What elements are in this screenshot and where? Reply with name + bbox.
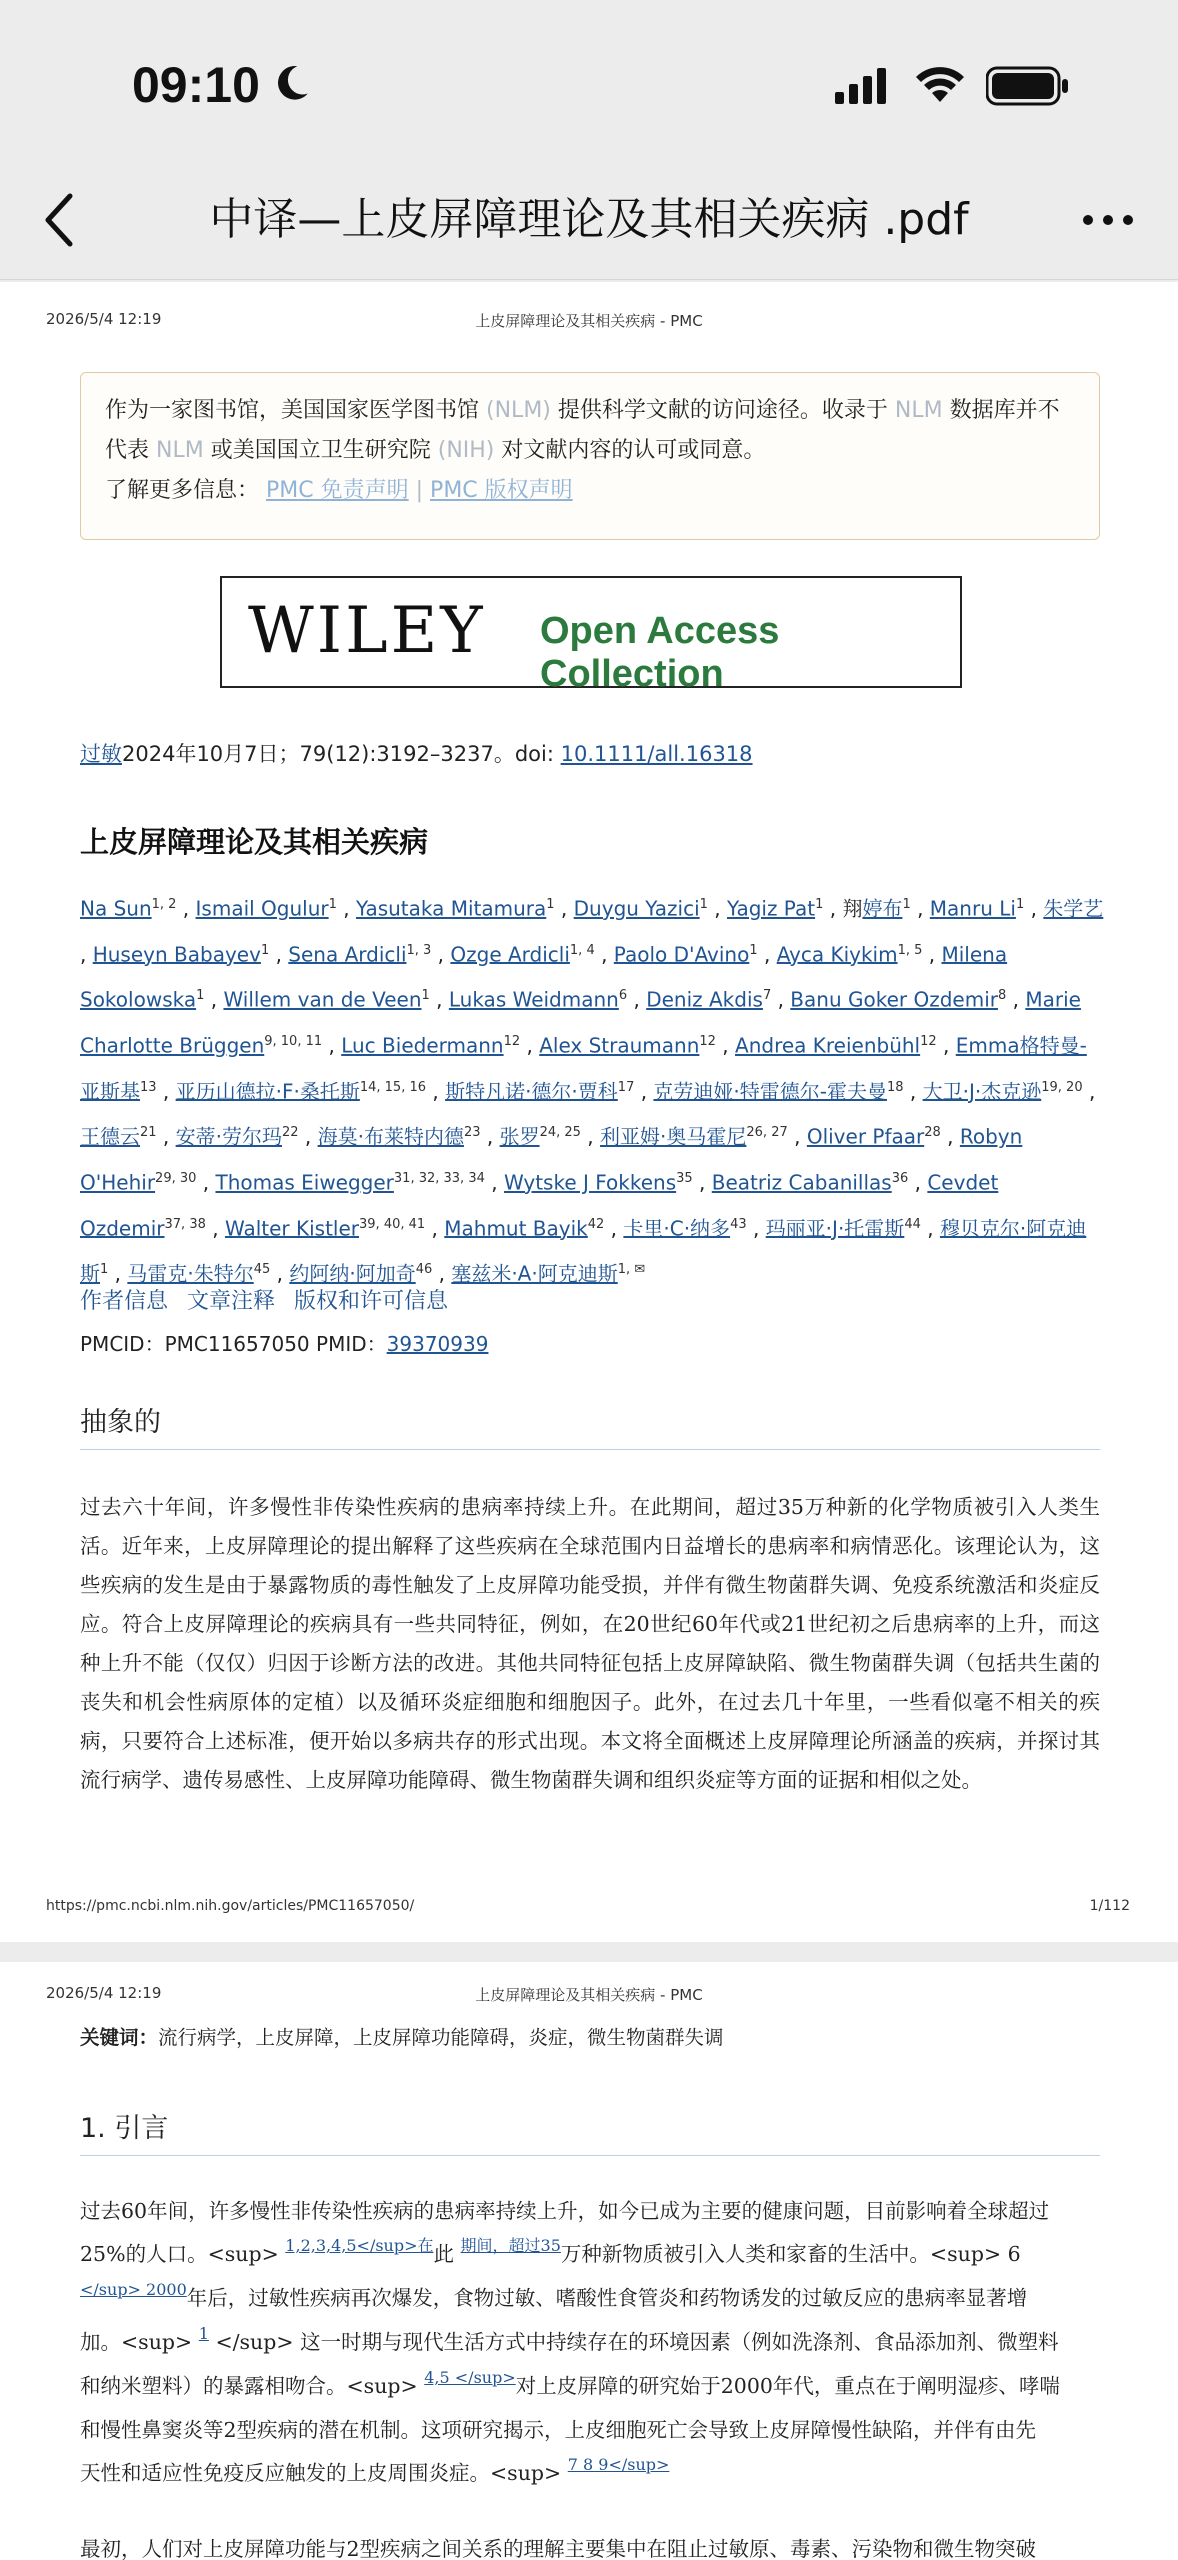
author-affiliation: 1 [902,897,911,912]
author-link[interactable]: Yasutaka Mitamura [355,896,547,921]
author-affiliation: 13 [140,1079,157,1095]
author-link[interactable]: Oliver Pfaar [806,1124,925,1149]
more-options-icon[interactable] [1078,198,1138,242]
author-link[interactable]: Ozge Ardicli [450,942,570,967]
intro-text: 25%的人口。<sup> [80,2242,279,2266]
wiley-open-access-logo [220,576,962,695]
pdf-page-1 [0,282,1178,1942]
logo-wordmark: WILEY [248,594,486,668]
author-affiliation: 31, 32, 33, 34 [393,1170,485,1186]
author-link[interactable]: 亚历山德拉·F·桑托斯 [175,1079,360,1104]
author-link[interactable]: Beatriz Cabanillas [711,1170,892,1195]
nav-bar [0,170,1178,280]
author-link[interactable]: Manru Li [929,896,1016,921]
pmcid-label: PMCID：PMC11657050 PMID： [80,1332,387,1356]
author-link[interactable]: Na Sun [80,896,152,921]
author-link[interactable]: Yagiz Pat [726,896,816,921]
notice-separator: | [415,478,424,503]
author-affiliation: 24, 25 [539,1125,581,1141]
notice-text: 提供科学文献的访问途径。收录于 [557,398,888,423]
author-affiliation: 29, 30 [155,1170,197,1186]
author-link[interactable]: Alex Straumann [539,1033,700,1058]
article-notes-link[interactable]: 文章注释 [187,1289,276,1314]
pmcid-line [80,1328,488,1357]
reference-link[interactable]: 1 [198,2324,209,2343]
introduction-heading: 1. 引言 [80,2106,1100,2156]
author-link[interactable]: 卡里·C·纳多 [623,1216,731,1241]
author-link[interactable]: 塞兹米·A·阿克迪斯 [451,1261,618,1286]
notice-text: 数据库并不代表 [105,398,1060,463]
page-header-date: 2026/5/4 12:19 [46,1984,162,2002]
pmc-copyright-link[interactable]: PMC 版权声明 [430,478,573,503]
author-affiliation: 1, 4 [569,942,595,958]
citation-line [80,738,753,768]
intro-text: 此 [433,2242,455,2266]
notice-text: 作为一家图书馆，美国国家医学图书馆 [105,398,480,423]
nlm-notice-box [80,372,1100,540]
author-link[interactable]: Milena Sokolowska [80,942,1008,1012]
notice-nlm: NLM [894,398,943,423]
author-link[interactable]: 王德云 [80,1124,140,1149]
intro-line [80,2365,1100,2409]
notice-text: 或美国国立卫生研究院 [210,438,431,463]
author-affiliation: 26, 27 [746,1125,788,1141]
author-link[interactable]: Huseyn Babayev [92,942,261,967]
battery-icon [986,66,1070,106]
intro-text: 年后，过敏性疾病再次爆发，食物过敏、嗜酸性食管炎和药物诱发的过敏反应的患病率显著增 [186,2286,1028,2310]
wifi-icon [912,62,968,106]
keywords-line [80,2022,724,2050]
author-info-link[interactable]: 作者信息 [80,1289,169,1314]
back-chevron-icon[interactable] [40,190,80,250]
author-link[interactable]: Ayca Kiykim [776,942,898,967]
author-affiliation: 1, 2 [151,897,177,912]
author-link[interactable]: 朱学艺 [1043,896,1104,921]
intro-text: </sup> 这一时期与现代生活方式中持续存在的环境因素（例如洗涤剂、食品添加剂、微塑料 [215,2330,1059,2354]
status-bar [0,0,1178,170]
author-link[interactable]: Robyn O'Hehir [80,1124,1023,1195]
author-link[interactable]: 克劳迪娅·特雷德尔-霍夫曼 [653,1079,887,1104]
author-affiliation: 18 [887,1079,904,1095]
author-affiliation: 37, 38 [164,1216,206,1232]
author-affiliation: 1 [749,942,758,958]
author-link[interactable]: Sena Ardicli [288,942,407,967]
author-affiliation: 12 [699,1033,716,1049]
author-affiliation: 39, 40, 41 [359,1216,426,1232]
intro-text: 天性和适应性免疫反应触发的上皮周围炎症。<sup> [80,2461,562,2485]
author-list: Na Sun$^{1, 2}$ , Ismail Ogulur$^1$ , Yasutaka Mitamura$^1$ , Duygu Yazici$^1$ , Yagiz Pat$^1$ , 翔婷布$^1$ , Manru Li$^1$ , 朱学艺 , Huseyn Babayev$^1$ , Sena Ardicli$^{1, 3}$ , Ozge Ardicli$^{1, 4}$ , Paolo D'Avino$^1$ , Ayca Kiykim$^{1, 5}$ , Milena Sokolowska$^1$ , Willem van de Veen$^1$ , Lukas Weidmann$^6$ , Deniz Akdis$^7$ , Banu Goker Ozdemir$^8$ , Marie Charlotte Brüggen$^{9, 10, 11}$ , Luc Biedermann$^{12}$ , Alex Straumann$^{12}$ , Andrea Kreienbühl$^{12}$ , Emma格特曼-亚斯基$^{13}$ , 亚历山德拉·F·桑托斯$^{14, 15, 16}$ , 斯特凡诺·德尔·贾科$^{17}$ , 克劳迪娅·特雷德尔-霍夫曼$^{18}$ , 大卫·J·杰克逊$^{19, 20}$ , 王德云$^{21}$ , 安蒂·劳尔玛$^{22}$ , 海莫·布莱特内德$^{23}$ , 张罗$^{24, 25}$ , 利亚姆·奥马霍尼$^{26, 27}$ , Oliver Pfaar$^{28}$ , Robyn O'Hehir$^{29, 30}$ , Thomas Eiwegger$^{31, 32, 33, 34}$ , Wytske J Fokkens$^{35}$ , Beatriz Cabanillas$^{36}$ , Cevdet Ozdemir$^{37, 38}$ , Walter Kistler$^{39, 40, 41}$ , Mahmut Bayik$^{42}$ , 卡里·C·纳多$^{43}$ , 玛丽亚·J·托雷斯$^{44}$ , 穆贝克尔·阿克迪斯$^1$ , 马雷克·朱特尔$^{45}$ , 约阿纳·阿加奇$^{46}$ , 塞兹米·A·阿克迪斯$^{1, ✉}$ [80,896,1104,1286]
author-link[interactable]: 利亚姆·奥马霍尼 [600,1124,747,1149]
do-not-disturb-icon [270,62,312,104]
author-link[interactable]: 约阿纳·阿加奇 [289,1261,416,1286]
logo-tagline: Open Access Collection [540,610,780,695]
journal-link[interactable]: 过敏 [80,742,122,766]
author-affiliation: 22 [281,1125,299,1141]
article-info-links [80,1284,460,1315]
author-affiliation: 6 [618,988,628,1004]
author-affiliation: 1 [1015,897,1025,912]
introduction-paragraph-2: 最初，人们对上皮屏障功能与2型疾病之间关系的理解主要集中在阻止过敏原、毒素、污染物和微生物突破 [80,2537,1037,2560]
pmc-disclaimer-link[interactable]: PMC 免责声明 [266,478,409,503]
author-affiliation: 45 [253,1262,271,1278]
author-link[interactable]: Marie Charlotte Brüggen [80,987,1081,1058]
status-time: 09:10 [132,57,260,113]
author-affiliation: 1 [328,897,337,912]
intro-line [80,2277,1100,2321]
abstract-heading: 抽象的 [80,1400,1100,1450]
page-footer-number: 1/112 [1089,1898,1130,1914]
keywords-text: 流行病学，上皮屏障，上皮屏障功能障碍，炎症，微生物菌群失调 [158,2026,724,2049]
abstract-text: 过去六十年间，许多慢性非传染性疾病的患病率持续上升。在此期间，超过35万种新的化学物质被引入人类生活。近年来，上皮屏障理论的提出解释了这些疾病在全球范围内日益增长的患病率和病情恶化。该理论认为，这些疾病的发生是由于暴露物质的毒性触发了上皮屏障功能受损，并伴有微生物菌群失调、免疫系统激活和炎症反应。符合上皮屏障理论的疾病具有一些共同特征，例如，在20世纪60年代或21世纪初之后患病率的上升，而这种上升不能（仅仅）归因于诊断方法的改进。其他共同特征包括上皮屏障缺陷、微生物菌群失调（包括共生菌的丧失和机会性病原体的定植）以及循环炎症细胞和细胞因子。此外，在过去几十年里，一些看似毫不相关的疾病，只要符合上述标准，便开始以多病共存的形式出现。本文将全面概述上皮屏障理论所涵盖的疾病，并探讨其流行病学、遗传易感性、上皮屏障功能障碍、微生物菌群失调和组织炎症等方面的证据和相似之处。 [80,1495,1100,1792]
notice-nih: (NIH) [437,438,495,463]
author-link[interactable]: Luc Biedermann [341,1033,504,1058]
pdf-page-2 [0,1962,1178,2560]
author-link[interactable]: Andrea Kreienbühl [735,1033,921,1058]
author-affiliation: 7 [762,988,772,1004]
intro-text: 加。<sup> [80,2330,193,2354]
author-link[interactable]: Paolo D'Avino [613,942,750,967]
intro-text: 和纳米塑料）的暴露相吻合。<sup> [80,2374,418,2398]
author-affiliation: 12 [920,1033,937,1049]
document-title: 中译—上皮屏障理论及其相关疾病 .pdf [209,194,969,245]
notice-nlm: NLM [156,438,204,463]
author-affiliation: 1, ✉ [617,1262,646,1278]
author-link: 翔 [842,896,863,921]
reference-link[interactable]: 4,5 </sup> [424,2368,516,2387]
author-link[interactable]: 张罗 [499,1124,540,1149]
author-link[interactable]: Ismail Ogulur [195,896,329,921]
notice-more-label: 了解更多信息： [105,478,260,503]
author-link[interactable]: Walter Kistler [224,1216,360,1241]
author-affiliation: 1 [196,988,205,1004]
author-affiliation: 1, 5 [897,942,923,958]
author-link[interactable]: 穆贝克尔·阿克迪斯 [80,1216,1087,1286]
author-link[interactable]: 婷布 [862,896,903,921]
cellular-signal-icon [835,66,895,106]
introduction-paragraph [80,2190,1100,2496]
author-link[interactable]: 安蒂·劳尔玛 [175,1124,282,1149]
intro-text: 万种新物质被引入人类和家畜的生活中。<sup> 6 [560,2242,1021,2266]
author-affiliation: 8 [997,988,1007,1004]
author-link[interactable]: Cevdet Ozdemir [80,1170,999,1241]
notice-text: 对文献内容的认可或同意。 [501,438,766,463]
author-link[interactable]: Banu Goker Ozdemir [790,987,998,1012]
author-affiliation: 14, 15, 16 [359,1079,426,1095]
author-link[interactable]: Duygu Yazici [573,896,700,921]
author-link[interactable]: Willem van de Veen [223,987,422,1012]
author-affiliation: 1 [260,942,270,958]
author-affiliation: 36 [891,1170,909,1186]
intro-line: 过去60年间，许多慢性非传染性疾病的患病率持续上升，如今已成为主要的健康问题，目前影响着全球超过 [80,2199,1050,2223]
author-affiliation: 1 [421,988,430,1004]
author-affiliation: 19, 20 [1041,1079,1083,1095]
author-link[interactable]: Emma格特曼-亚斯基 [80,1033,1087,1104]
reference-link[interactable]: 期间，超过35 [460,2236,561,2255]
article-title: 上皮屏障理论及其相关疾病 [80,825,429,859]
author-link[interactable]: Wytske J Fokkens [503,1170,677,1195]
author-link[interactable]: 马雷克·朱特尔 [127,1261,254,1286]
author-link[interactable]: 玛丽亚·J·托雷斯 [765,1216,905,1241]
author-affiliation: 1 [100,1262,109,1278]
author-affiliation: 46 [415,1262,433,1278]
intro-line [80,2452,1100,2496]
author-affiliation: 1 [546,897,555,912]
author-link[interactable]: Thomas Eiwegger [215,1170,394,1195]
author-link[interactable]: Lukas Weidmann [448,987,619,1012]
author-affiliation: 28 [924,1125,941,1141]
reference-link[interactable]: 7 8 9</sup> [567,2455,670,2474]
author-link[interactable]: Mahmut Bayik [444,1216,588,1241]
author-affiliation: 44 [904,1216,921,1232]
author-affiliation: 1 [815,897,824,912]
page-header-title: 上皮屏障理论及其相关疾病 - PMC [475,1986,703,2004]
author-affiliation: 9, 10, 11 [264,1033,323,1049]
intro-text: 对上皮屏障的研究始于2000年代，重点在于阐明湿疹、哮喘 [515,2374,1060,2398]
reference-link[interactable]: </sup> 2000 [80,2280,187,2299]
author-affiliation: 35 [676,1170,693,1186]
author-affiliation: 23 [463,1125,481,1141]
author-link[interactable]: 大卫·J·杰克逊 [922,1079,1042,1104]
author-link[interactable]: Deniz Akdis [646,987,763,1012]
intro-line [80,2233,1100,2277]
keywords-label: 关键词： [80,2026,159,2049]
notice-nlm: (NLM) [486,398,551,423]
author-affiliation: 17 [617,1079,635,1095]
doi-link[interactable]: 10.1111/all.16318 [560,742,753,766]
pmid-link[interactable]: 39370939 [386,1332,489,1356]
author-affiliation: 21 [140,1125,157,1141]
intro-line: 和慢性鼻窦炎等2型疾病的潜在机制。这项研究揭示，上皮细胞死亡会导致上皮屏障慢性缺陷，并伴有由先 [80,2418,1037,2442]
author-affiliation: 1 [699,897,708,912]
intro-line [80,2321,1100,2365]
author-affiliation: 1, 3 [406,942,432,958]
author-affiliation: 12 [503,1033,521,1049]
page-header-date: 2026/5/4 12:19 [46,310,162,328]
page-footer-url: https://pmc.ncbi.nlm.nih.gov/articles/PMC11657050/ [46,1898,415,1914]
author-affiliation: 42 [587,1216,605,1232]
page-header-title: 上皮屏障理论及其相关疾病 - PMC [475,312,703,330]
author-link[interactable]: 斯特凡诺·德尔·贾科 [445,1079,618,1104]
citation-date: 2024年10月7日；79(12):3192–3237。doi: [122,742,554,766]
reference-link[interactable]: 1,2,3,4,5</sup>在 [285,2236,434,2255]
copyright-info-link[interactable]: 版权和许可信息 [294,1289,449,1314]
author-link[interactable]: 海莫·布莱特内德 [317,1124,464,1149]
author-affiliation: 43 [730,1216,747,1232]
